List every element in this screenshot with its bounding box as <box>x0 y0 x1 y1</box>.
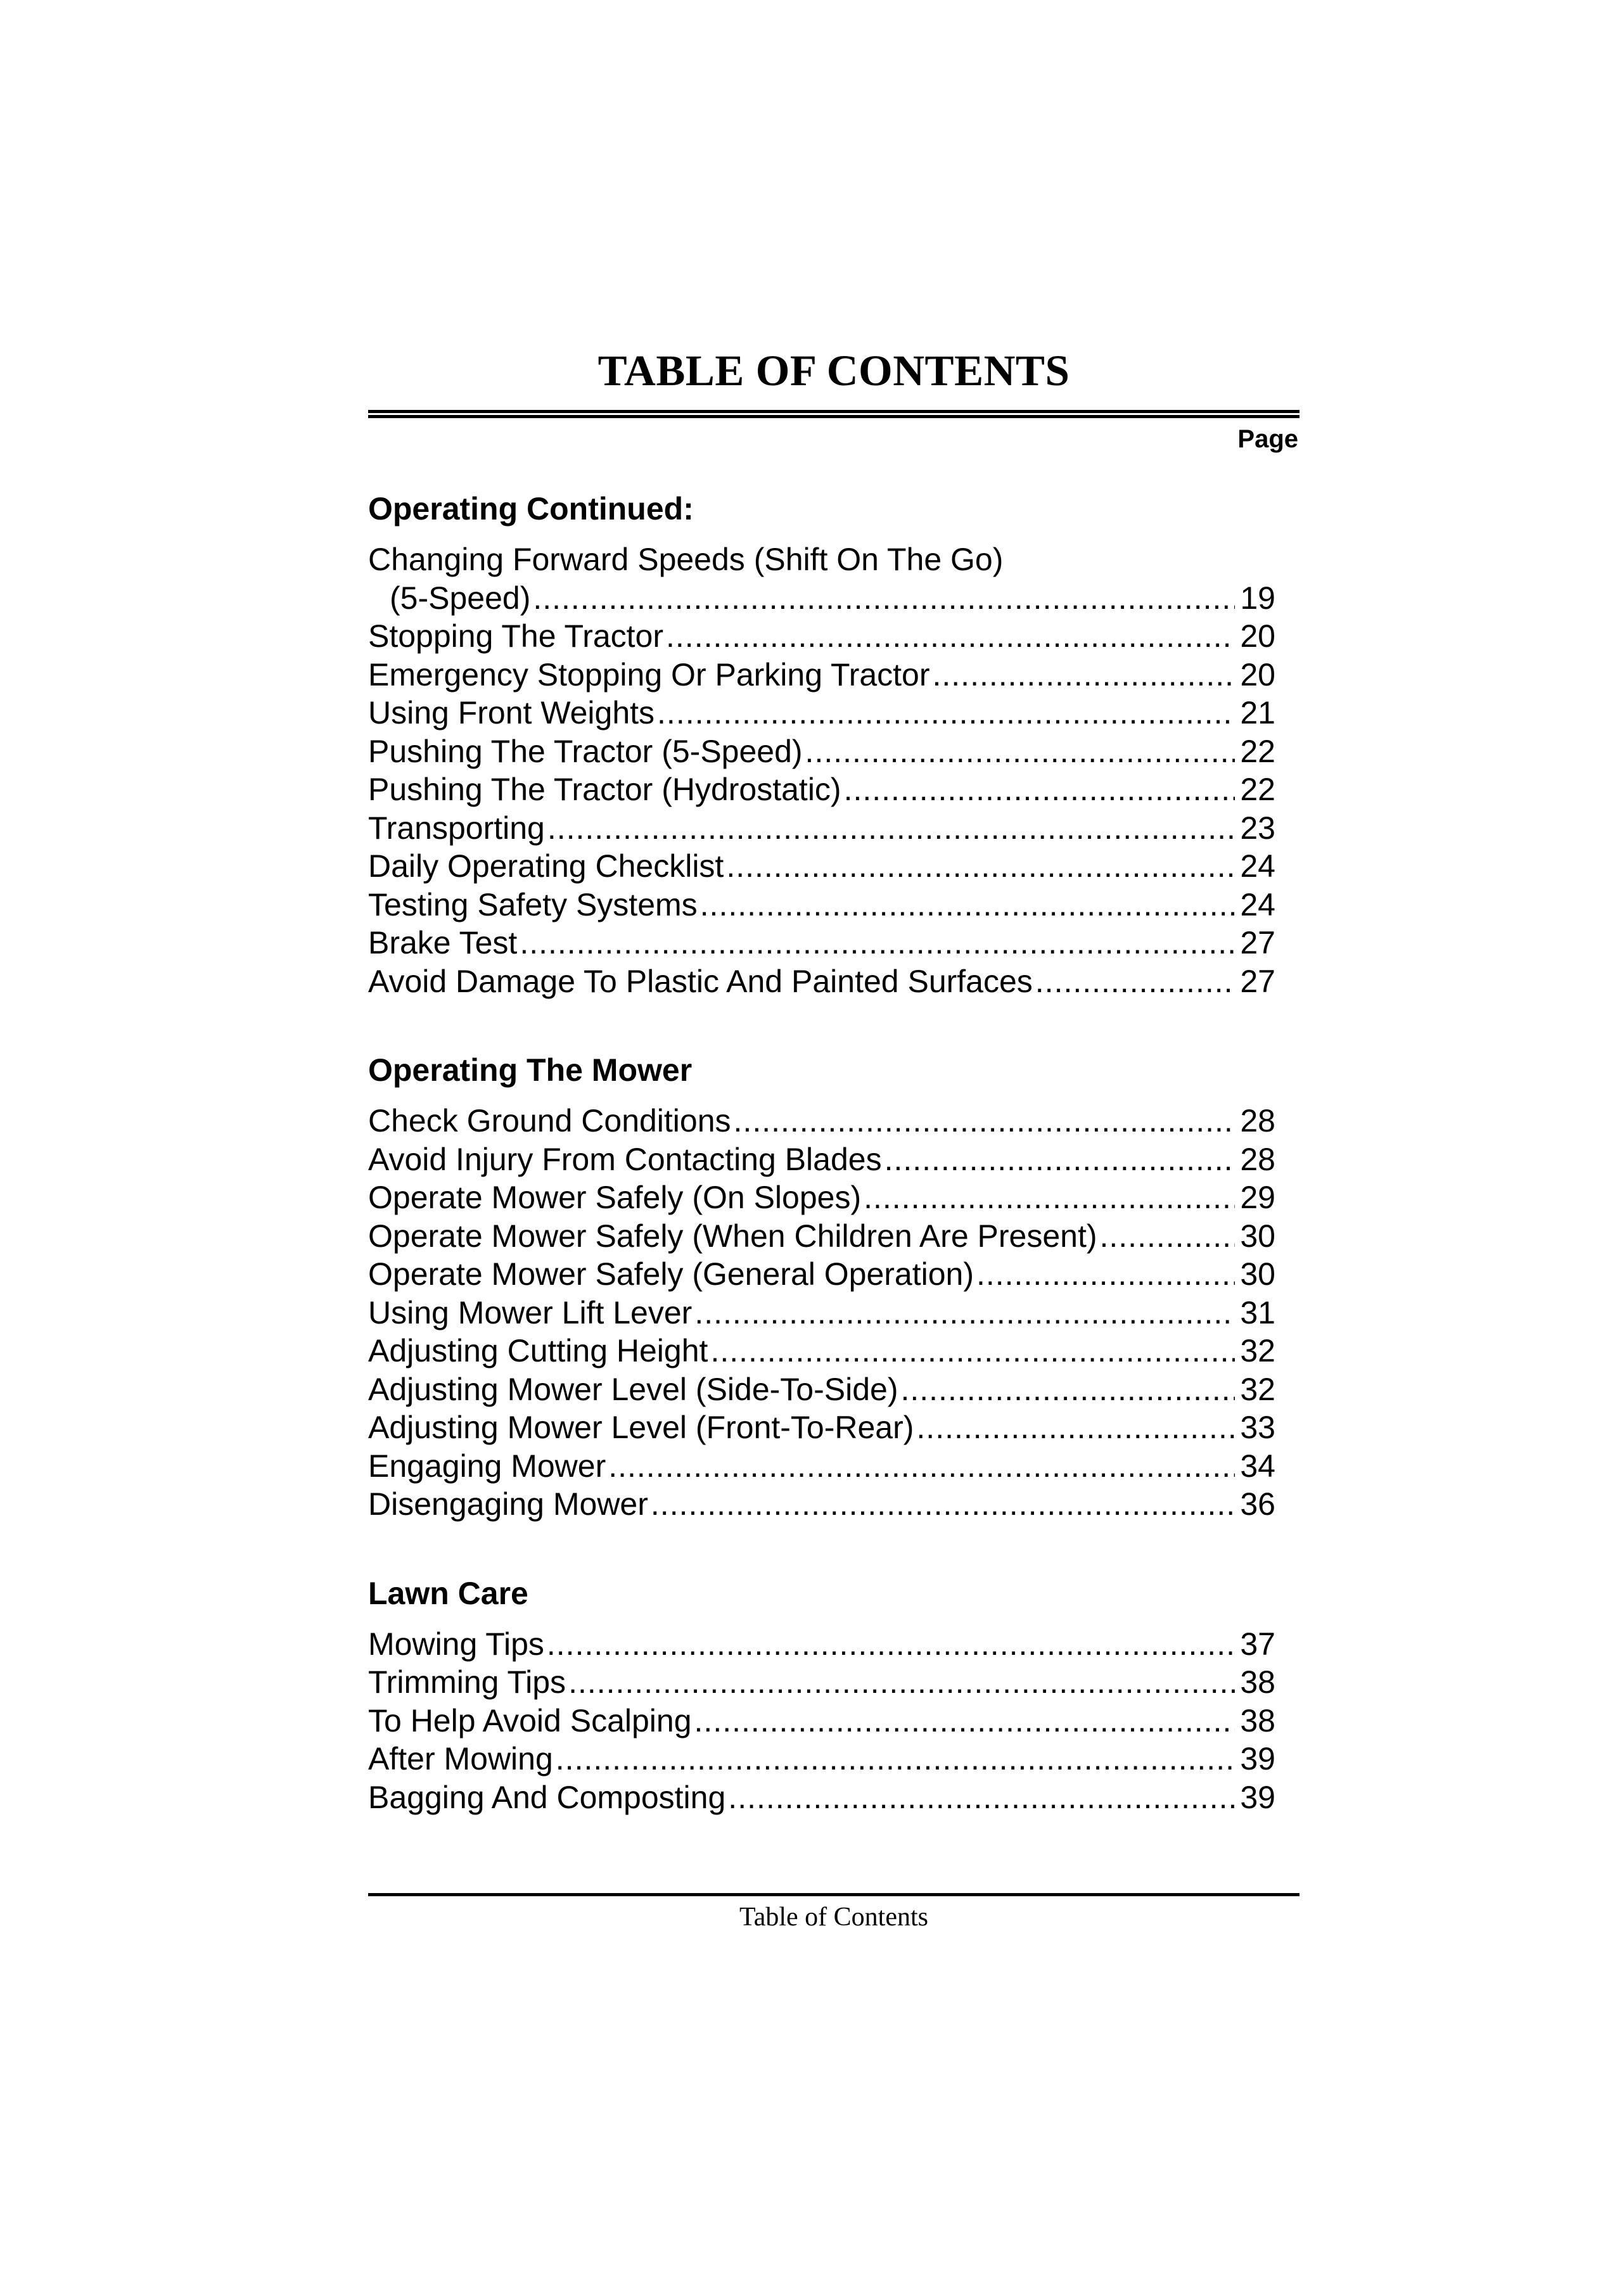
toc-entry-page: 33 <box>1240 1410 1275 1445</box>
toc-entry[interactable] <box>368 579 1275 618</box>
toc-entry-page: 27 <box>1240 963 1275 999</box>
toc-entry[interactable] <box>368 1255 1275 1294</box>
toc-entry-label: Pushing The Tractor (5-Speed) <box>368 733 803 769</box>
toc-entry-page: 36 <box>1240 1486 1275 1522</box>
dot-leader <box>568 1663 1235 1702</box>
toc-entry-page: 31 <box>1240 1294 1275 1330</box>
toc-entry-page: 22 <box>1240 772 1275 807</box>
toc-entry[interactable] <box>368 694 1275 732</box>
toc-entry-page: 37 <box>1240 1626 1275 1662</box>
toc-list <box>368 490 1275 1816</box>
toc-entry-page: 21 <box>1240 695 1275 730</box>
toc-entry-label: Bagging And Composting <box>368 1779 726 1815</box>
toc-entry-label: Operate Mower Safely (On Slopes) <box>368 1180 862 1215</box>
toc-entry-label: Engaging Mower <box>368 1448 606 1484</box>
dot-leader <box>1035 962 1235 1001</box>
toc-entry-page: 28 <box>1240 1141 1275 1177</box>
toc-entry-label: Pushing The Tractor (Hydrostatic) <box>368 772 841 807</box>
toc-section <box>368 1574 1275 1817</box>
toc-entry[interactable] <box>368 656 1275 694</box>
toc-entry-label: Mowing Tips <box>368 1626 544 1662</box>
dot-leader <box>608 1447 1235 1486</box>
toc-entry-label: Emergency Stopping Or Parking Tractor <box>368 656 930 692</box>
toc-entry-page: 38 <box>1240 1702 1275 1738</box>
page-column-label: Page <box>1237 425 1298 453</box>
dot-leader <box>805 732 1235 771</box>
section-entries <box>368 1625 1275 1817</box>
toc-entry-label: Adjusting Mower Level (Front-To-Rear) <box>368 1410 914 1445</box>
section-heading: Operating Continued: <box>368 491 694 526</box>
toc-entry[interactable] <box>368 1140 1275 1179</box>
footer-rule <box>368 1893 1300 1896</box>
toc-entry[interactable] <box>368 847 1275 886</box>
toc-entry-label: After Mowing <box>368 1741 553 1776</box>
dot-leader <box>726 847 1235 886</box>
dot-leader <box>694 1294 1235 1332</box>
toc-entry-page: 20 <box>1240 656 1275 692</box>
toc-entry-label: Stopping The Tractor <box>368 618 664 654</box>
toc-entry-label: Operate Mower Safely (When Children Are Present) <box>368 1218 1097 1254</box>
toc-entry-page: 27 <box>1240 925 1275 960</box>
toc-entry-label: Transporting <box>368 810 545 846</box>
dot-leader <box>976 1255 1235 1294</box>
toc-entry-page: 23 <box>1240 810 1275 846</box>
page-footer: Table of Contents <box>739 1903 928 1932</box>
title-double-rule <box>368 410 1300 418</box>
toc-entry-label: Daily Operating Checklist <box>368 848 724 884</box>
toc-entry-page: 29 <box>1240 1180 1275 1215</box>
toc-entry[interactable] <box>368 1408 1275 1447</box>
toc-entry[interactable] <box>368 732 1275 771</box>
toc-entry-page: 34 <box>1240 1448 1275 1484</box>
toc-entry[interactable] <box>368 617 1275 656</box>
section-heading: Lawn Care <box>368 1575 528 1611</box>
dot-leader <box>700 886 1235 924</box>
toc-entry-label: (5-Speed) <box>390 580 531 616</box>
toc-entry[interactable] <box>368 1485 1275 1524</box>
toc-entry[interactable] <box>368 1778 1275 1817</box>
dot-leader <box>933 656 1236 694</box>
dot-leader <box>734 1102 1235 1140</box>
toc-entry[interactable] <box>368 770 1275 809</box>
toc-entry-label: Check Ground Conditions <box>368 1103 731 1138</box>
dot-leader <box>728 1778 1235 1817</box>
dot-leader <box>916 1408 1235 1447</box>
dot-leader <box>864 1178 1235 1217</box>
toc-entry[interactable] <box>368 1332 1275 1370</box>
toc-entry-page: 22 <box>1240 733 1275 769</box>
toc-entry[interactable] <box>368 962 1275 1001</box>
section-entries <box>368 540 1275 1000</box>
toc-entry[interactable] <box>368 1702 1275 1740</box>
toc-entry-label: Operate Mower Safely (General Operation) <box>368 1256 974 1292</box>
toc-entry[interactable] <box>368 886 1275 924</box>
toc-entry[interactable] <box>368 1663 1275 1702</box>
toc-entry-page: 32 <box>1240 1371 1275 1407</box>
dot-leader <box>556 1740 1235 1778</box>
toc-entry[interactable] <box>368 1217 1275 1256</box>
toc-entry[interactable] <box>368 1740 1275 1778</box>
dot-leader <box>547 809 1235 848</box>
toc-entry-page: 32 <box>1240 1333 1275 1368</box>
dot-leader <box>884 1140 1235 1179</box>
toc-entry-page: 19 <box>1240 580 1275 616</box>
toc-page <box>368 345 1300 1816</box>
page-title: TABLE OF CONTENTS <box>597 347 1070 395</box>
dot-leader <box>844 770 1235 809</box>
toc-entry[interactable] <box>368 1370 1275 1409</box>
toc-entry-label: Avoid Damage To Plastic And Painted Surfaces <box>368 963 1033 999</box>
toc-entry-label: Using Front Weights <box>368 695 655 730</box>
toc-entry[interactable] <box>368 540 1275 579</box>
toc-entry-label: Testing Safety Systems <box>368 886 698 922</box>
toc-entry[interactable] <box>368 1178 1275 1217</box>
dot-leader <box>657 694 1235 732</box>
toc-entry-page: 24 <box>1240 886 1275 922</box>
dot-leader <box>520 924 1235 962</box>
toc-entry-label: Adjusting Mower Level (Side-To-Side) <box>368 1371 898 1407</box>
dot-leader <box>694 1702 1235 1740</box>
dot-leader <box>1100 1217 1236 1256</box>
dot-leader <box>533 579 1235 618</box>
toc-section <box>368 1051 1275 1524</box>
toc-entry-page: 39 <box>1240 1741 1275 1776</box>
toc-entry-label: Avoid Injury From Contacting Blades <box>368 1141 882 1177</box>
toc-section <box>368 490 1275 1000</box>
toc-entry[interactable] <box>368 924 1275 962</box>
toc-entry-label: Using Mower Lift Lever <box>368 1294 693 1330</box>
toc-entry[interactable] <box>368 1294 1275 1332</box>
toc-entry-label: To Help Avoid Scalping <box>368 1702 692 1738</box>
toc-entry-page: 20 <box>1240 618 1275 654</box>
toc-entry-page: 39 <box>1240 1779 1275 1815</box>
toc-entry-page: 30 <box>1240 1256 1275 1292</box>
dot-leader <box>547 1625 1235 1664</box>
toc-entry-label: Trimming Tips <box>368 1664 566 1700</box>
toc-entry-page: 28 <box>1240 1103 1275 1138</box>
toc-entry-page: 38 <box>1240 1664 1275 1700</box>
toc-entry-label: Brake Test <box>368 925 518 960</box>
toc-entry-label: Disengaging Mower <box>368 1486 648 1522</box>
dot-leader <box>666 617 1235 656</box>
toc-entry-page: 24 <box>1240 848 1275 884</box>
toc-entry-page: 30 <box>1240 1218 1275 1254</box>
toc-entry[interactable] <box>368 1447 1275 1486</box>
dot-leader <box>651 1485 1235 1524</box>
toc-entry-label: Adjusting Cutting Height <box>368 1333 708 1368</box>
section-heading: Operating The Mower <box>368 1052 693 1088</box>
dot-leader <box>900 1370 1235 1409</box>
toc-entry[interactable] <box>368 1625 1275 1664</box>
toc-entry[interactable] <box>368 809 1275 848</box>
dot-leader <box>710 1332 1235 1370</box>
section-entries <box>368 1102 1275 1524</box>
toc-entry[interactable] <box>368 1102 1275 1140</box>
toc-entry-label: Changing Forward Speeds (Shift On The Go) <box>368 542 1004 577</box>
